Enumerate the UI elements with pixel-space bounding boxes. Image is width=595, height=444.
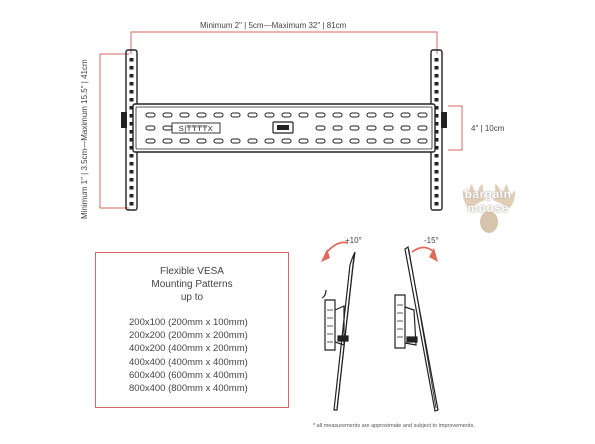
watermark-line1: bargain <box>464 187 512 201</box>
arm-hole <box>130 186 134 190</box>
vesa-title <box>96 265 288 304</box>
width-dimension-label: Minimum 2" | 5cm—Maximum 32" | 81cm <box>200 21 347 30</box>
tilt-forward-label: +10° <box>345 236 362 245</box>
vesa-pattern-list <box>129 316 248 395</box>
arm-hole <box>435 194 439 198</box>
arm-hole <box>130 58 134 62</box>
vesa-pattern-item: 800x400 (800mm x 400mm) <box>129 383 248 395</box>
vesa-pattern-item: 200x200 (200mm x 200mm) <box>129 330 248 342</box>
arm-hole <box>435 202 439 206</box>
arm-hole <box>435 170 439 174</box>
arm-hole <box>435 154 439 158</box>
arm-hole <box>130 66 134 70</box>
arm-hole <box>435 186 439 190</box>
tilt-backward-view <box>395 247 438 411</box>
arm-hole <box>130 154 134 158</box>
arm-hole <box>130 82 134 86</box>
tilt-backward-label: -15° <box>424 236 439 245</box>
arm-hole <box>435 178 439 182</box>
arm-hole <box>130 98 134 102</box>
vesa-title-line: up to <box>180 292 204 303</box>
arm-hole <box>435 66 439 70</box>
footnote: * all measurements are approximate and subject to improvements. <box>313 423 475 429</box>
arm-hole <box>435 98 439 102</box>
arm-hole <box>435 90 439 94</box>
depth-dimension-label: 4" | 10cm <box>471 124 505 133</box>
arm-hole <box>130 170 134 174</box>
height-dimension-label: Minimum 1" | 3.5cm—Maximum 15.5" | 41cm <box>80 59 89 219</box>
vesa-pattern-item: 400x200 (400mm x 200mm) <box>129 343 248 355</box>
width-dimension-line <box>131 32 437 54</box>
arm-hole <box>130 90 134 94</box>
brand-plate-text: S|₸₸₸₸X <box>178 124 214 133</box>
arm-hole <box>130 74 134 78</box>
height-dimension-line <box>100 54 129 208</box>
watermark <box>458 182 518 240</box>
arm-hole <box>435 74 439 78</box>
arm-hole <box>130 162 134 166</box>
arm-hole <box>435 82 439 86</box>
tilt-forward-view <box>322 252 355 410</box>
wall-plate <box>133 104 435 152</box>
tilt-backward-arrow <box>412 248 434 253</box>
vesa-pattern-item: 600x400 (600mm x 400mm) <box>129 369 248 381</box>
arm-hole <box>130 202 134 206</box>
vesa-title-line: Mounting Patterns <box>151 279 233 290</box>
arm-hole <box>435 58 439 62</box>
arm-hole <box>130 194 134 198</box>
vesa-pattern-item: 400x400 (400mm x 400mm) <box>129 356 248 368</box>
arm-hole <box>435 162 439 166</box>
vesa-title-line: Flexible VESA <box>160 266 224 277</box>
vesa-info-box <box>95 252 289 408</box>
arm-hole <box>130 178 134 182</box>
watermark-line2: moose <box>467 201 509 215</box>
depth-dimension-line <box>448 106 462 150</box>
vesa-pattern-item: 200x100 (200mm x 100mm) <box>129 317 248 328</box>
